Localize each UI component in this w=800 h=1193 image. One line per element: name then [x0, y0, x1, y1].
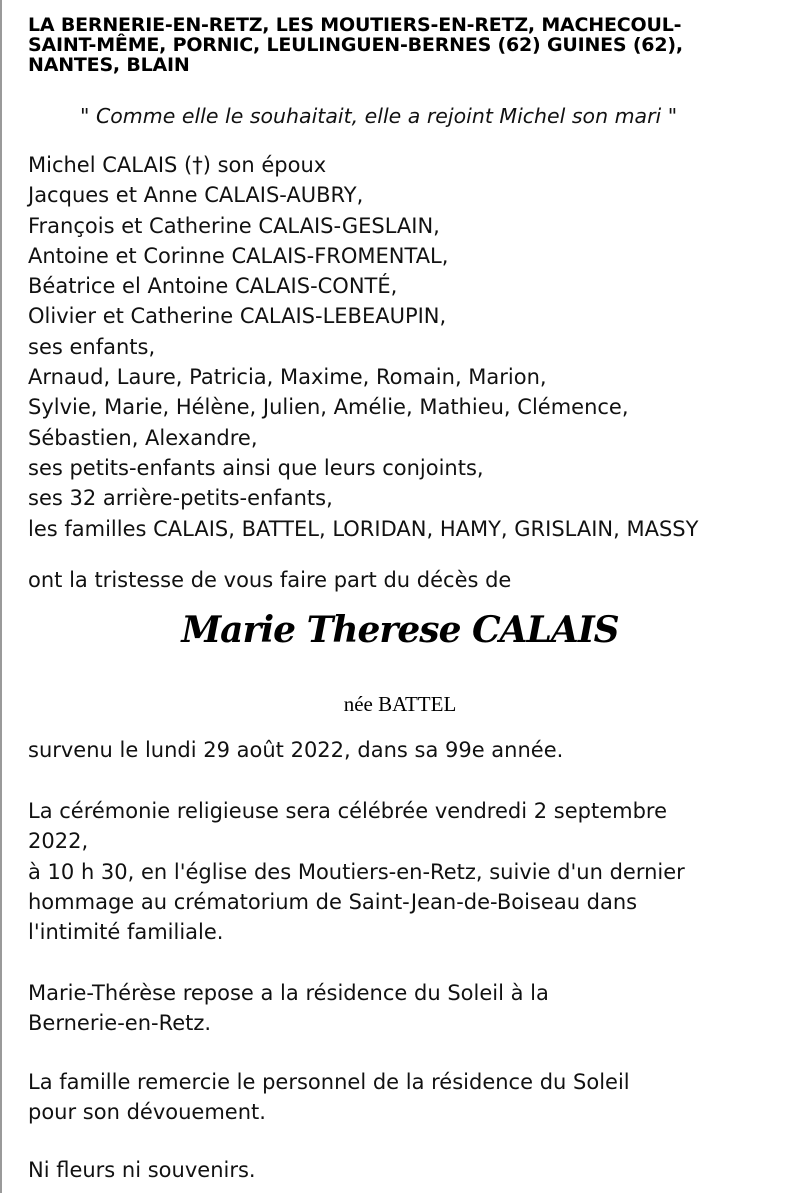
family-line: ses enfants,	[28, 334, 156, 359]
deceased-name: Marie Therese CALAIS	[181, 609, 619, 651]
ceremony-paragraph	[28, 796, 793, 947]
rest-paragraph	[28, 978, 793, 1039]
family-line: ses 32 arrière-petits-enfants,	[28, 486, 333, 511]
death-line: survenu le lundi 29 août 2022, dans sa 99e année.	[28, 738, 564, 762]
family-line: Antoine et Corinne CALAIS-FROMENTAL,	[28, 243, 449, 268]
ceremony-line: l'intimité familiale.	[28, 920, 224, 945]
locations-line: LA BERNERIE-EN-RETZ, LES MOUTIERS-EN-RETZ, MACHECOUL-	[28, 14, 682, 36]
rest-line: Marie-Thérèse repose a la résidence du Soleil à la	[28, 981, 549, 1005]
family-line: Arnaud, Laure, Patricia, Maxime, Romain, Marion,	[28, 365, 547, 390]
ceremony-line: 2022,	[28, 829, 89, 854]
thanks-paragraph	[28, 1067, 793, 1128]
maiden-name: née BATTEL	[343, 692, 457, 716]
locations-header	[28, 15, 788, 75]
epigraph-quote: " Comme elle le souhaitait, elle a rejoint Michel son mari "	[80, 104, 678, 128]
ceremony-line: à 10 h 30, en l'église des Moutiers-en-Retz, suivie d'un dernier	[28, 859, 685, 884]
family-line: Béatrice el Antoine CALAIS-CONTÉ,	[28, 274, 398, 299]
family-list	[28, 150, 793, 544]
final-line: Ni fleurs ni souvenirs.	[28, 1158, 256, 1182]
announcement-text: ont la tristesse de vous faire part du décès de	[28, 568, 512, 592]
family-line: François et Catherine CALAIS-GESLAIN,	[28, 213, 440, 238]
family-line: Olivier et Catherine CALAIS-LEBEAUPIN,	[28, 304, 447, 329]
family-line: Michel CALAIS (†) son époux	[28, 153, 327, 177]
ceremony-line: La cérémonie religieuse sera célébrée vendredi 2 septembre	[28, 799, 667, 823]
family-line: Sylvie, Marie, Hélène, Julien, Amélie, Mathieu, Clémence,	[28, 395, 629, 420]
death-date-paragraph	[28, 735, 793, 765]
family-line: Sébastien, Alexandre,	[28, 425, 258, 450]
ceremony-line: hommage au crématorium de Saint-Jean-de-Boiseau dans	[28, 889, 638, 914]
locations-line: NANTES, BLAIN	[28, 54, 190, 76]
thanks-line: La famille remercie le personnel de la résidence du Soleil	[28, 1070, 630, 1094]
locations-line: SAINT-MÊME, PORNIC, LEULINGUEN-BERNES (62) GUINES (62),	[28, 34, 683, 56]
family-line: ses petits-enfants ainsi que leurs conjoints,	[28, 455, 484, 480]
family-line: les familles CALAIS, BATTEL, LORIDAN, HAMY, GRISLAIN, MASSY	[28, 516, 699, 541]
family-line: Jacques et Anne CALAIS-AUBRY,	[28, 183, 364, 208]
final-paragraph	[28, 1155, 793, 1185]
thanks-line: pour son dévouement.	[28, 1100, 266, 1125]
rest-line: Bernerie-en-Retz.	[28, 1011, 212, 1036]
